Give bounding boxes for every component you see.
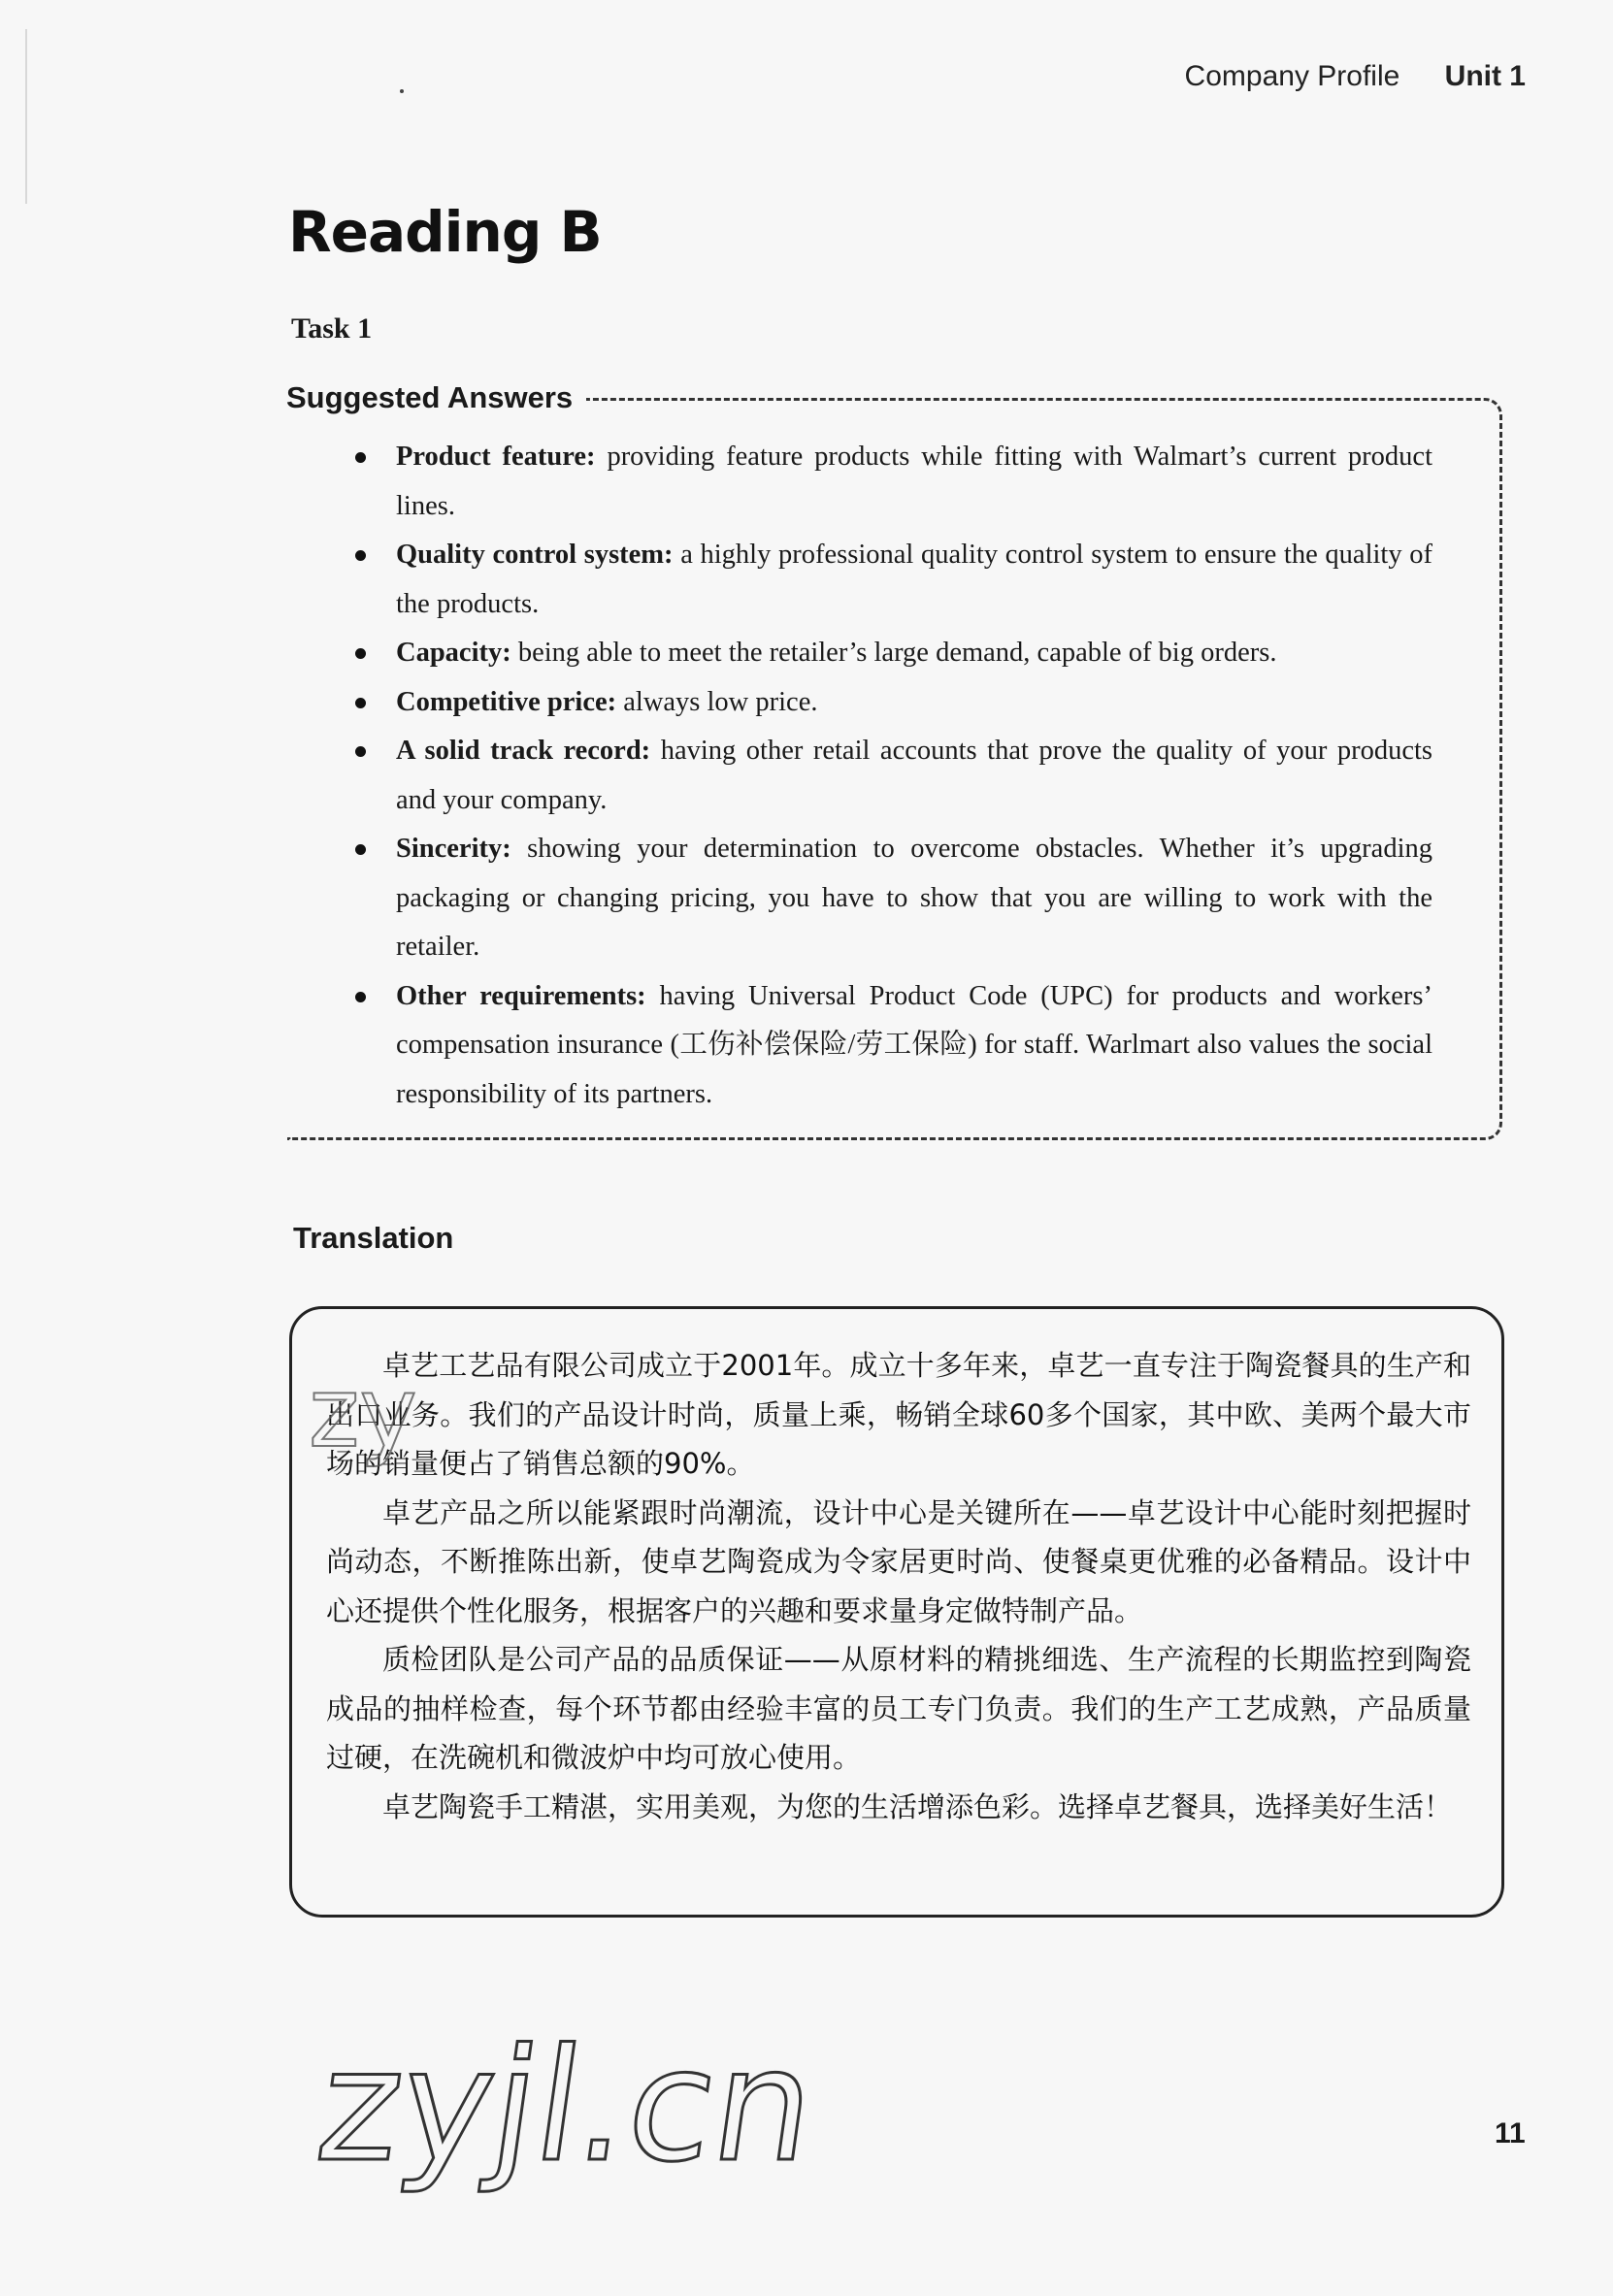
list-item (355, 629, 1432, 678)
stray-mark (400, 89, 404, 93)
answer-text: having Universal Product Code (UPC) for products and workers’ compensation insurance (工伤补偿保险/劳工保险) for staff. Warlmart also values the social responsibility of its partners. (396, 980, 1432, 1109)
page-number: 11 (1495, 2117, 1526, 2149)
translation-heading: Translation (293, 1221, 454, 1255)
translation-paragraph: 卓艺工艺品有限公司成立于2001年。成立十多年来，卓艺一直专注于陶瓷餐具的生产和出口业务。我们的产品设计时尚，质量上乘，畅销全球60多个国家，其中欧、美两个最大市场的销量便占了销售总额的90%。 (326, 1349, 1471, 1480)
translation-paragraph: 质检团队是公司产品的品质保证——从原材料的精挑细选、生产流程的长期监控到陶瓷成品的抽样检查，每个环节都由经验丰富的员工专门负责。我们的生产工艺成熟，产品质量过硬，在洗碗机和微波炉中均可放心使用。 (326, 1643, 1471, 1774)
header-unit: Unit 1 (1444, 60, 1526, 92)
translation-paragraph: 卓艺陶瓷手工精湛，实用美观，为您的生活增添色彩。选择卓艺餐具，选择美好生活！ (382, 1789, 1453, 1823)
answer-term: Product feature: (396, 442, 596, 472)
bullet-icon (355, 550, 366, 561)
bullet-icon (355, 992, 366, 1002)
list-item (355, 727, 1432, 825)
answer-text: providing feature products while fitting with Walmart’s current product lines. (396, 442, 1432, 521)
bullet-icon (355, 698, 366, 708)
answer-text: being able to meet the retailer’s large demand, capable of big orders. (510, 638, 1277, 668)
answer-text: a highly professional quality control system to ensure the quality of the products. (396, 540, 1432, 619)
task-label: Task 1 (291, 312, 373, 344)
watermark-small-text: zy (309, 1356, 417, 1469)
running-header (1185, 60, 1526, 93)
header-section: Company Profile (1184, 60, 1400, 92)
watermark-text: zyjl.cn (308, 2015, 826, 2196)
list-item (355, 678, 1432, 728)
answer-term: A solid track record: (396, 736, 651, 766)
bullet-icon (355, 648, 366, 659)
answer-text: showing your determination to overcome obstacles. Whether it’s upgrading packaging or changing pricing, you have to show that you are willing to work with the retailer. (396, 834, 1432, 962)
answer-term: Capacity: (396, 638, 511, 668)
page-title: Reading B (288, 199, 602, 265)
answer-term: Quality control system: (396, 540, 674, 570)
bullet-icon (355, 844, 366, 855)
answer-term: Competitive price: (396, 686, 617, 717)
bullet-icon (355, 452, 366, 463)
answers-heading: Suggested Answers (286, 380, 586, 415)
answers-list (355, 433, 1432, 1119)
translation-paragraph: 卓艺产品之所以能紧跟时尚潮流，设计中心是关键所在——卓艺设计中心能时刻把握时尚动态，不断推陈出新，使卓艺陶瓷成为令家居更时尚、使餐桌更优雅的必备精品。设计中心还提供个性化服务，根据客户的兴趣和要求量身定做特制产品。 (326, 1495, 1471, 1627)
list-item (355, 825, 1432, 972)
page-edge-line (25, 29, 27, 204)
bullet-icon (355, 746, 366, 757)
watermark-logo (308, 2015, 826, 2247)
answer-term: Sincerity: (396, 834, 511, 864)
list-item (355, 531, 1432, 629)
answer-term: Other requirements: (396, 980, 646, 1011)
list-item (355, 972, 1432, 1120)
answer-text: having other retail accounts that prove the quality of your products and your company. (396, 736, 1433, 815)
watermark-logo-small (309, 1356, 522, 1494)
list-item (355, 433, 1432, 531)
answer-text: always low price. (616, 686, 818, 717)
